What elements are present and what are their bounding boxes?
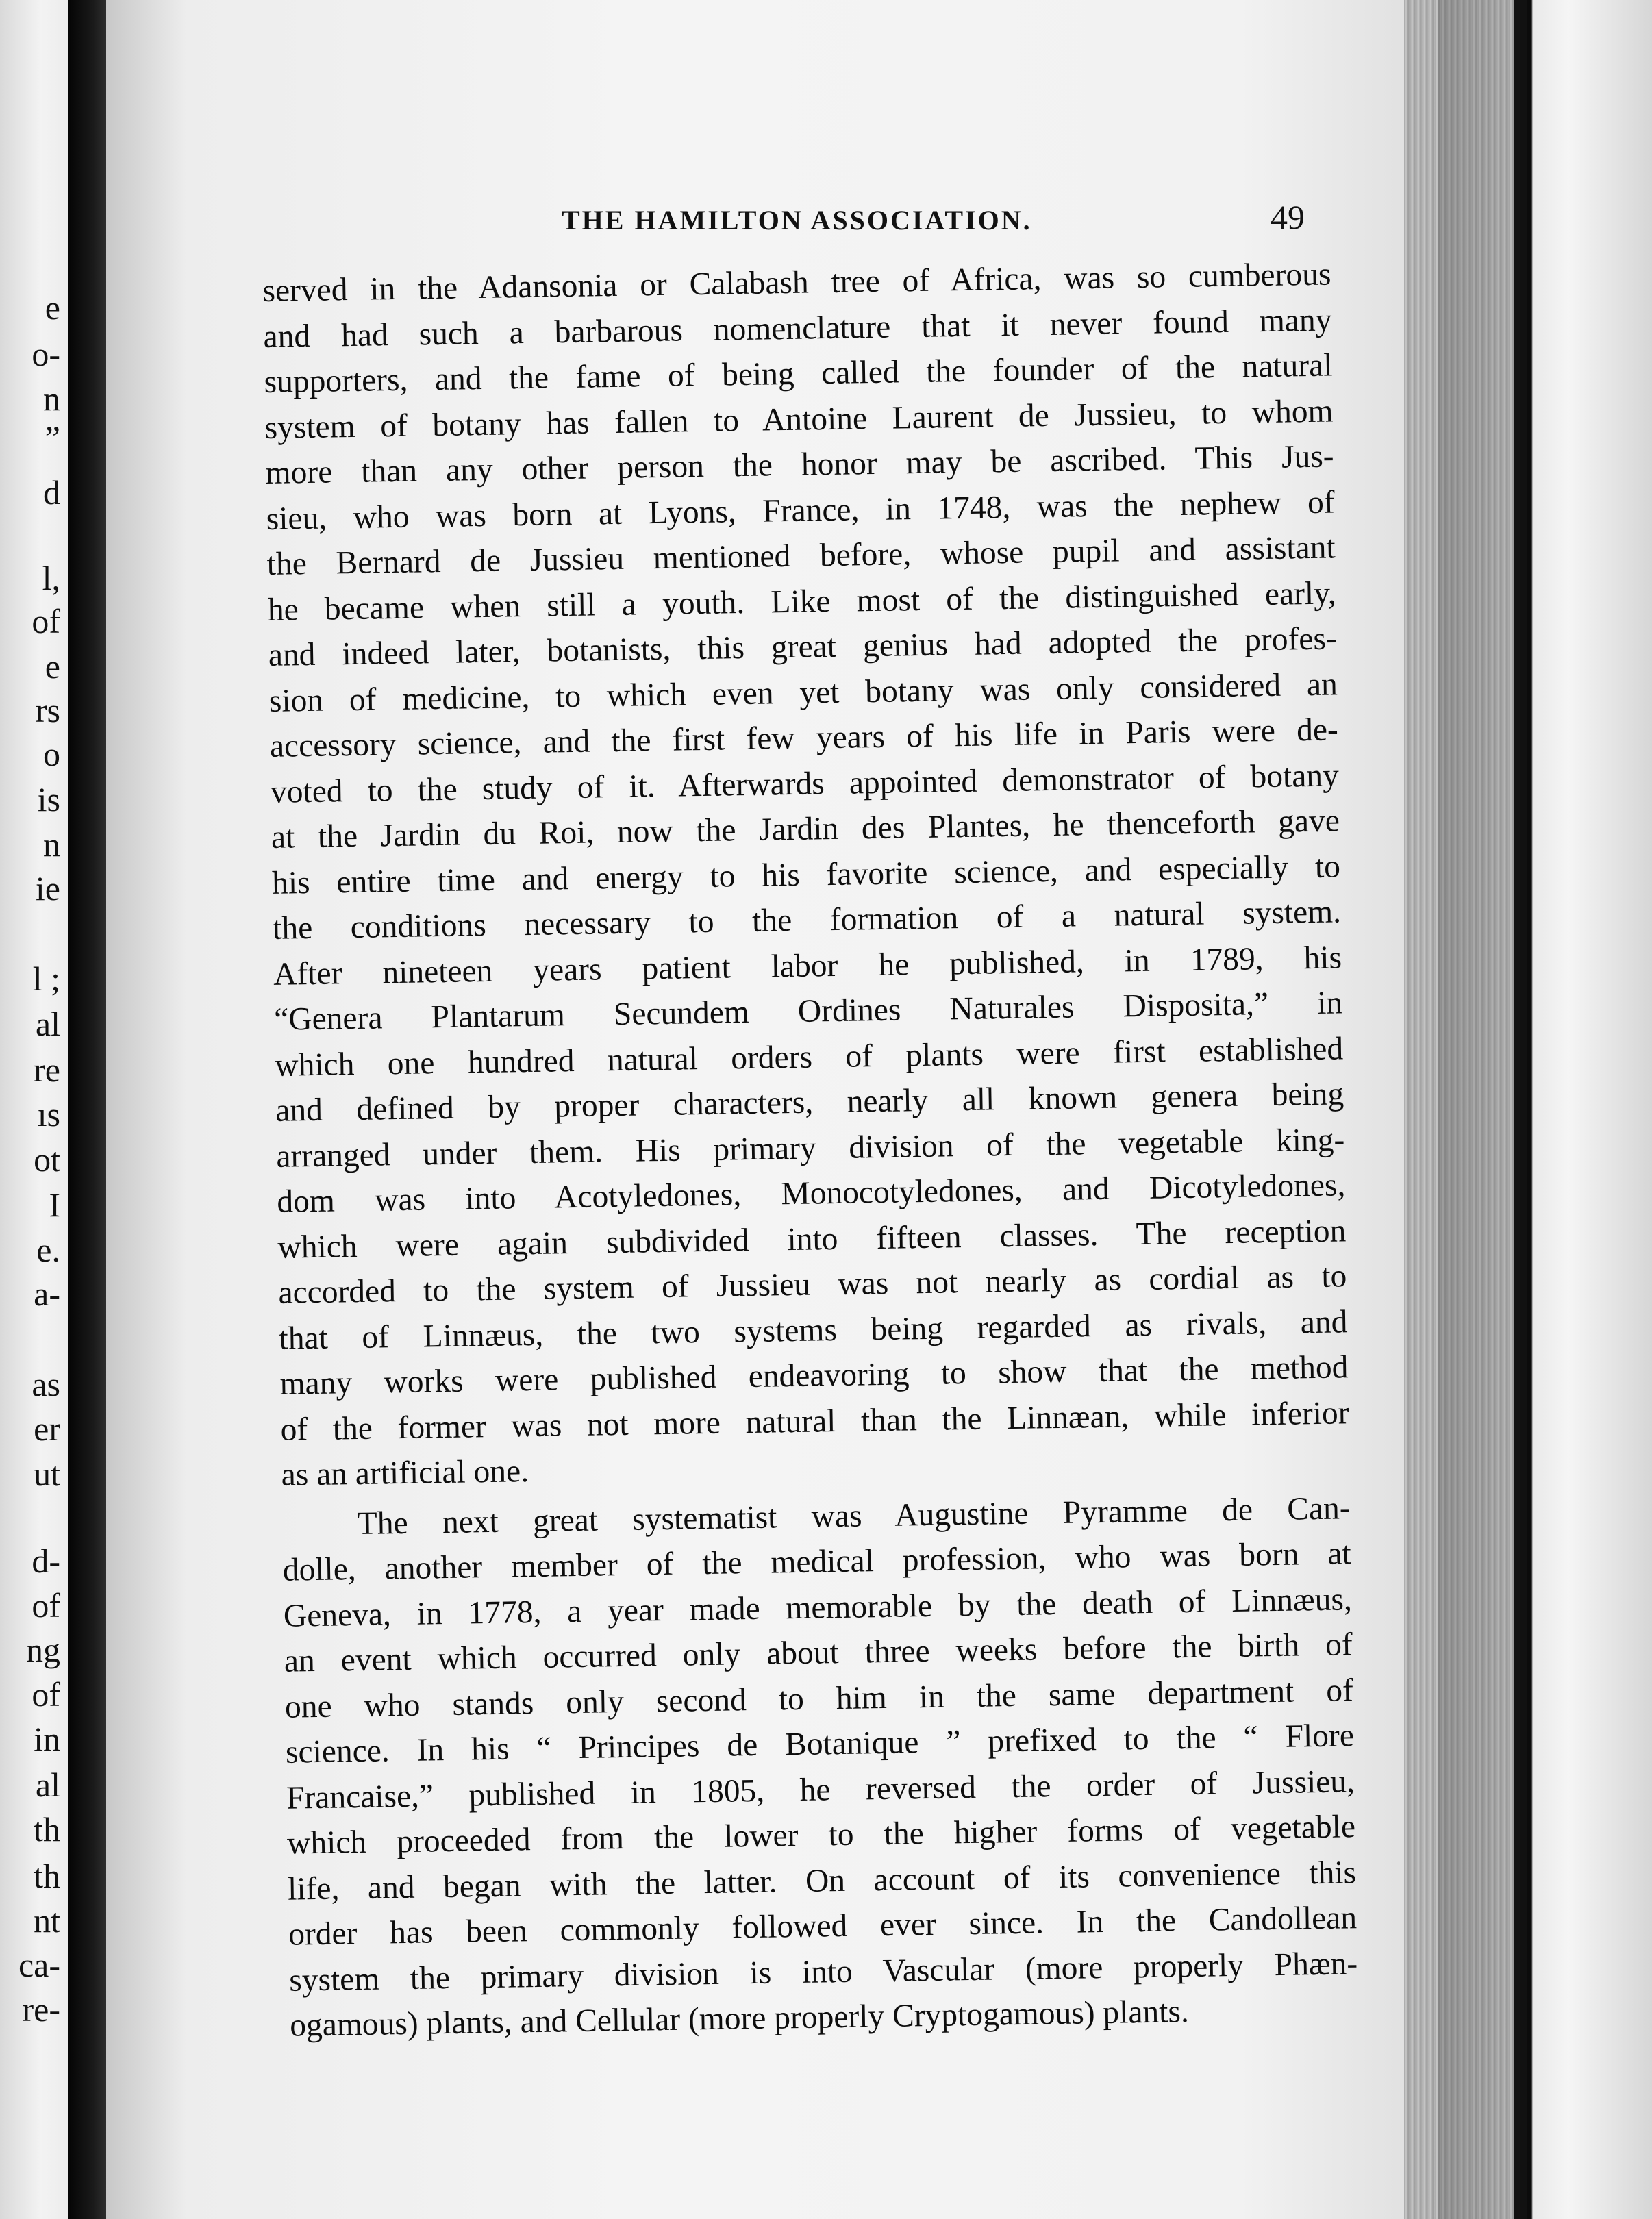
text-line: Francaise,” published in 1805, he reversed the order of Jussieu, (286, 1763, 1355, 1816)
left-page-fragment-text: ” (45, 418, 60, 457)
text-line: science. In his “ Principes de Botanique ” prefixed to the “ Flore (285, 1718, 1355, 1770)
text-line: which were again subdivided into fifteen classes. The reception (277, 1212, 1347, 1266)
left-page-fragment-text: n (43, 825, 60, 864)
left-page-fragment-text: as (32, 1365, 60, 1403)
text-line: ogamous) plants, and Cellular (more properly Cryptogamous) plants. (289, 1994, 1190, 2044)
text-line: Geneva, in 1778, a year made memorable by the death of Linnæus, (283, 1581, 1353, 1634)
left-page-fragment-text: of (32, 1675, 60, 1714)
text-line: order has been commonly followed ever since. In the Candollean (288, 1900, 1357, 1953)
text-line: of the former was not more natural than the Linnæan, while inferior (280, 1394, 1349, 1448)
left-page-fragment-text: d (43, 473, 60, 512)
text-line: The next great systematist was Augustine Pyramme de Can- (357, 1490, 1351, 1542)
left-page-fragment-text: I (49, 1186, 60, 1224)
text-line: the conditions necessary to the formation of a natural system. (272, 894, 1342, 946)
right-gap (1514, 0, 1527, 2219)
left-page-fragment-text: a- (34, 1275, 60, 1313)
text-line: his entire time and energy to his favorite science, and especially to (271, 848, 1341, 901)
text-line: which proceeded from the lower to the higher forms of vegetable (286, 1809, 1356, 1861)
left-page-fragment (0, 0, 68, 2219)
text-line: accorded to the system of Jussieu was not nearly as cordial as to (278, 1258, 1347, 1311)
text-line: at the Jardin du Roi, now the Jardin des Plantes, he thenceforth gave (271, 803, 1340, 855)
text-line: he became when still a youth. Like most of the distinguished early, (267, 575, 1337, 628)
text-line: dolle, another member of the medical profession, who was born at (282, 1535, 1352, 1588)
left-page-fragment-text: is (37, 780, 60, 818)
text-line: dom was into Acotyledones, Monocotyledones, and Dicotyledones, (277, 1167, 1346, 1220)
page-number: 49 (1271, 198, 1305, 236)
text-line: After nineteen years patient labor he published, in 1789, his (273, 939, 1342, 992)
paragraph (281, 1485, 1358, 2048)
text-line: one who stands only second to him in the same department of (284, 1672, 1354, 1725)
text-line: served in the Adansonia or Calabash tree of Africa, was so cumberous (262, 256, 1331, 309)
text-line: system the primary division is into Vascular (more properly Phæn- (288, 1945, 1358, 1998)
text-line: and had such a barbarous nomenclature that it never found many (263, 301, 1332, 355)
left-page-fragment-text: e. (36, 1231, 60, 1269)
left-page-fragment-text: th (34, 1810, 60, 1848)
left-page-fragment-text: re (34, 1051, 60, 1089)
left-page-fragment-text: ot (34, 1140, 60, 1179)
text-line: “Genera Plantarum Secundem Ordines Naturales Disposita,” in (273, 985, 1343, 1038)
text-line: the Bernard de Jussieu mentioned before, whose pupil and assistant (266, 529, 1336, 582)
text-line: arranged under them. His primary division of the vegetable king- (275, 1121, 1345, 1175)
left-page-fragment-text: er (34, 1409, 60, 1448)
right-page-fragment (1527, 0, 1652, 2219)
left-page-fragment-text: re- (22, 1990, 60, 2029)
left-page-fragment-text: e (45, 647, 60, 686)
left-page-fragment-text: ng (26, 1631, 60, 1669)
text-line: which one hundred natural orders of plants were first established (274, 1030, 1344, 1083)
left-page-fragment-text: of (32, 1586, 60, 1625)
left-page-fragment-text: o (43, 735, 60, 773)
book-gutter (68, 0, 110, 2219)
text-line: supporters, and the fame of being called the founder of the natural (264, 347, 1333, 400)
text-line: as an artificial one. (281, 1453, 529, 1493)
text-line: system of botany has fallen to Antoine Laurent de Jussieu, to whom (264, 392, 1334, 446)
text-line: sieu, who was born at Lyons, France, in 1748, was the nephew of (266, 484, 1335, 537)
book-page (106, 0, 1438, 2219)
left-page-fragment-text: ut (34, 1455, 60, 1493)
left-page-fragment-text: o- (32, 335, 60, 373)
left-page-fragment-text: of (32, 602, 60, 640)
running-header (452, 197, 1305, 245)
left-page-fragment-text: d- (32, 1542, 60, 1580)
text-line: that of Linnæus, the two systems being regarded as rivals, and (279, 1303, 1348, 1357)
text-line: many works were published endeavoring to show that the method (279, 1349, 1349, 1402)
left-page-fragment-text: ca- (18, 1946, 60, 1984)
left-page-fragment-text: ie (35, 869, 60, 907)
left-page-fragment-text: al (35, 1766, 60, 1804)
left-page-fragment-text: e (45, 288, 60, 327)
left-page-fragment-text: l ; (32, 960, 60, 998)
left-page-fragment-text: n (43, 379, 60, 418)
body-text (262, 251, 1359, 2048)
paragraph (262, 251, 1350, 1498)
left-page-fragment-text: in (34, 1720, 60, 1758)
left-page-fragment-text: al (35, 1005, 60, 1043)
text-line: life, and began with the latter. On account of its convenience this (287, 1854, 1357, 1907)
text-line: voted to the study of it. Afterwards appointed demonstrator of botany (270, 757, 1340, 810)
text-line: and indeed later, botanists, this great genius had adopted the profes- (268, 620, 1338, 673)
text-line: accessory science, and the first few years of his life in Paris were de- (269, 712, 1339, 764)
left-page-fragment-text: th (34, 1857, 60, 1895)
text-line: and defined by proper characters, nearly all known genera being (275, 1076, 1344, 1129)
text-line: sion of medicine, to which even yet botany was only considered an (268, 666, 1338, 719)
left-page-fragment-text: rs (35, 691, 60, 729)
page-edge-shadow (1438, 0, 1520, 2219)
left-page-fragment-text: nt (34, 1901, 60, 1940)
running-header-title: THE HAMILTON ASSOCIATION. (562, 205, 1032, 236)
left-page-fragment-text: l, (42, 559, 60, 597)
left-page-fragment-text: ıs (37, 1095, 60, 1133)
text-line: an event which occurred only about three weeks before the birth of (284, 1627, 1353, 1679)
text-line: more than any other person the honor may be ascribed. This Jus- (265, 438, 1334, 491)
